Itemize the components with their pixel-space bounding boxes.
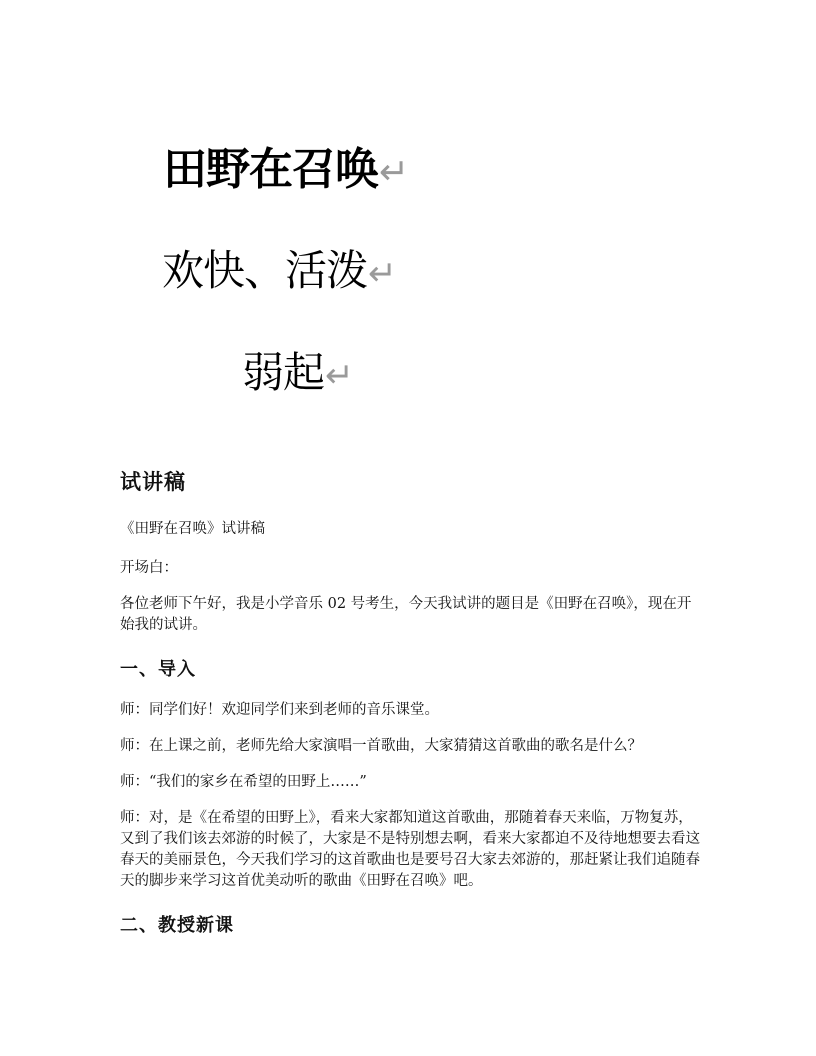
dynamics-label: 弱起 [242,348,325,397]
expression-label: 欢快、活泼 [162,246,368,295]
intro-paragraph: 开场白： [120,560,178,576]
expression-image-text [162,246,396,295]
paragraph-mark-icon: ↵ [325,356,353,396]
dynamics-image-text [242,348,353,397]
intro-paragraph: 《田野在召唤》试讲稿 [120,521,265,537]
section-paragraph: 师：同学们好！欢迎同学们来到老师的音乐课堂。 [120,702,439,718]
song-title-image-text [163,144,409,195]
song-title: 田野在召唤 [163,144,378,195]
paragraph-mark-icon: ↵ [379,151,409,193]
document-heading: 试讲稿 [120,469,186,494]
section-paragraph: 师：“我们的家乡在希望的田野上……” [120,774,367,790]
section-paragraph: 师：在上课之前，老师先给大家演唱一首歌曲，大家猜猜这首歌曲的歌名是什么？ [120,738,642,754]
section-heading-intro: 一、导入 [120,659,196,680]
section-heading-new-lesson: 二、教授新课 [120,915,234,936]
intro-paragraph: 各位老师下午好，我是小学音乐 02 号考生，今天我试讲的题目是《田野在召唤》，现在开始我的试讲。 [120,596,692,633]
section-paragraph: 师：对，是《在希望的田野上》，看来大家都知道这首歌曲，那随着春天来临，万物复苏，又到了我们该去郊游的时候了，大家是不是特别想去啊，看来大家都迫不及待地想要去看这春天的美丽景色，今天我们学习的这首歌曲也是要号召大家去郊游的，那赶紧让我们追随春天的脚步来学习这首优美动听的歌曲《田野在召唤》吧。 [120,810,700,889]
paragraph-mark-icon: ↵ [368,254,396,294]
